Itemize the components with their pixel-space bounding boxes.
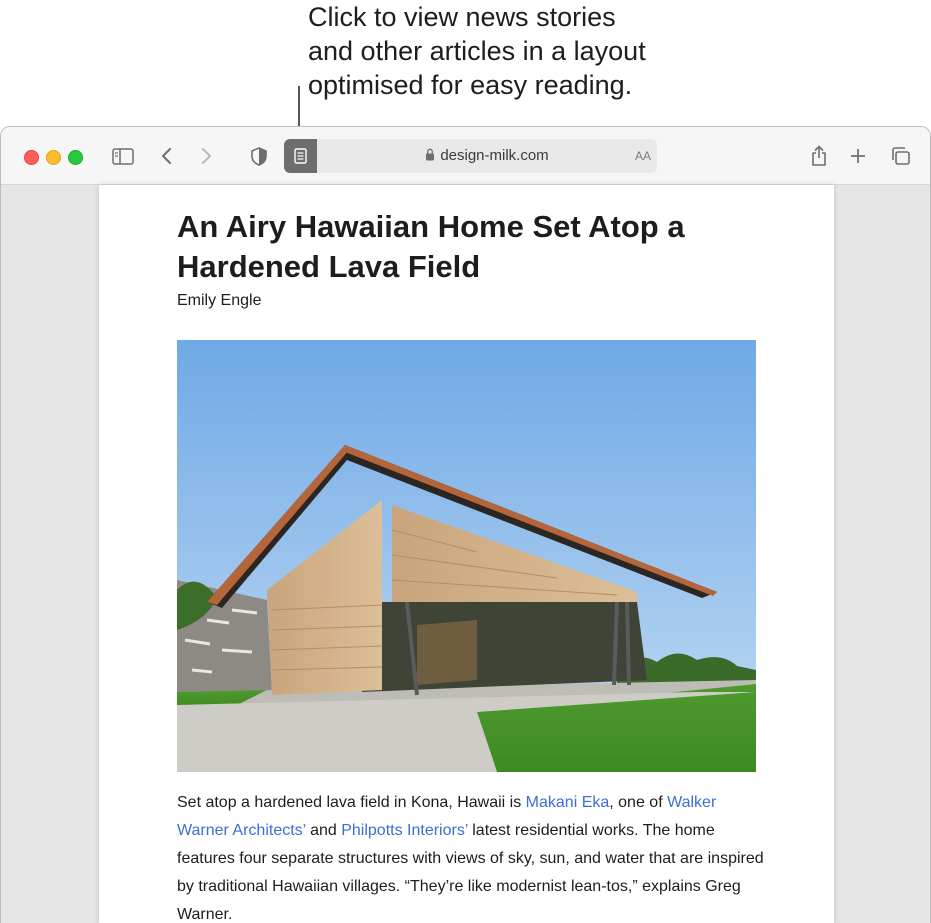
- article-paragraph: [177, 789, 767, 923]
- reader-page: [99, 185, 834, 923]
- privacy-shield-icon[interactable]: [249, 143, 269, 169]
- text-size-button[interactable]: AA: [634, 149, 651, 163]
- back-chevron-icon[interactable]: [157, 143, 177, 169]
- share-icon[interactable]: [808, 143, 830, 169]
- reader-view-button[interactable]: [284, 139, 317, 173]
- close-window-button[interactable]: [24, 150, 39, 165]
- link-walker-warner-architects[interactable]: Walker Warner Architects’: [177, 794, 717, 839]
- new-tab-plus-icon[interactable]: [847, 143, 869, 169]
- article-author: Emily Engle: [177, 292, 262, 309]
- paragraph-text: latest residential works. The home features four separate structures with views of sky, sun, and water that are inspired by traditional Hawaiian villages. “They’re like modernist lean-tos,” explains Greg Warner.: [177, 822, 764, 923]
- lock-icon: [425, 148, 435, 161]
- toolbar: [1, 127, 930, 185]
- link-philpotts-interiors[interactable]: Philpotts Interiors’: [341, 822, 468, 839]
- url-text: design-milk.com: [440, 147, 549, 164]
- link-makani-eka[interactable]: Makani Eka: [525, 794, 610, 811]
- reader-callout-text: Click to view news stories and other articles in a layout optimised for easy reading.: [308, 2, 646, 100]
- article-title: An Airy Hawaiian Home Set Atop a Hardened Lava Field: [177, 209, 685, 284]
- safari-window: [0, 126, 931, 923]
- reader-icon: [294, 148, 307, 164]
- sidebar-icon[interactable]: [110, 143, 136, 169]
- zoom-window-button[interactable]: [68, 150, 83, 165]
- tab-overview-icon[interactable]: [888, 143, 912, 169]
- minimize-window-button[interactable]: [46, 150, 61, 165]
- paragraph-text: and: [305, 822, 342, 839]
- paragraph-text: Set atop a hardened lava field in Kona, Hawaii is: [177, 794, 526, 811]
- url-display[interactable]: [317, 139, 657, 173]
- address-bar[interactable]: [317, 139, 657, 173]
- article-hero-image: [177, 340, 756, 772]
- forward-chevron-icon[interactable]: [196, 143, 216, 169]
- paragraph-text: , one of: [609, 794, 668, 811]
